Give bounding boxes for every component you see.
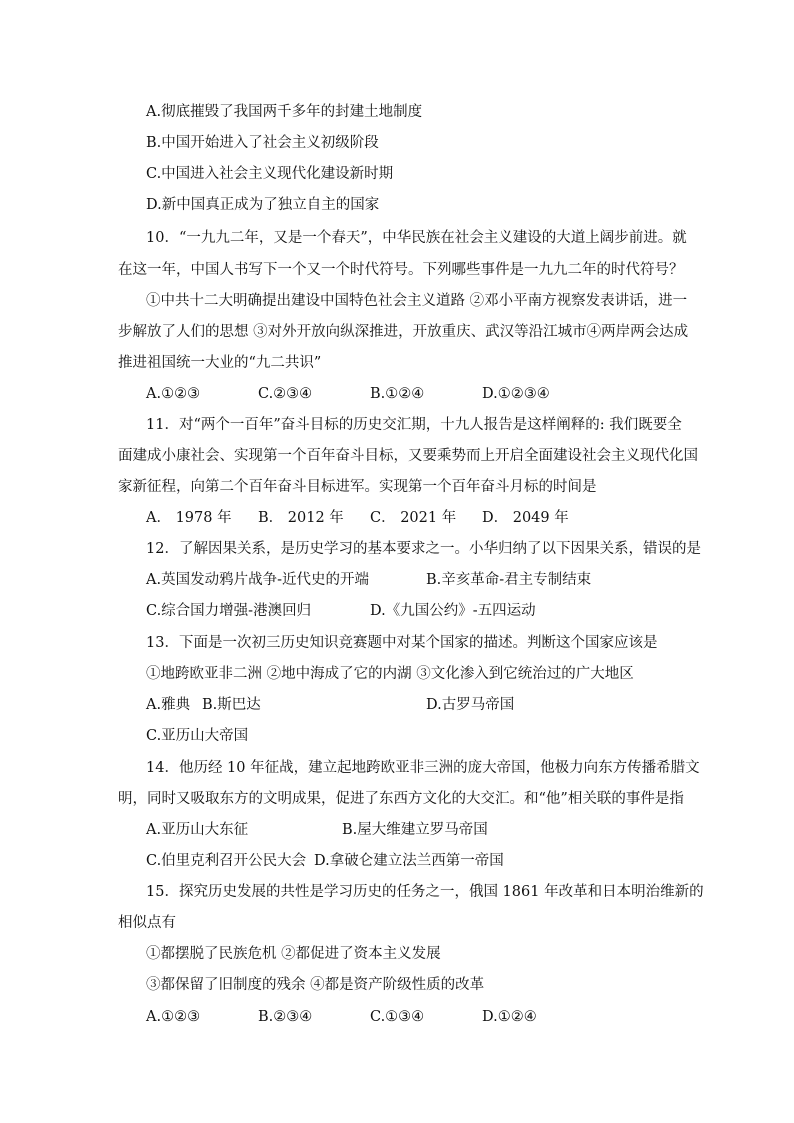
q13-option-b: B.斯巴达: [202, 697, 261, 713]
q13-option-a: A.雅典: [146, 697, 191, 713]
q13-option-c: C.亚历山大帝国: [146, 728, 249, 744]
q12-option-b: B.辛亥革命-君主专制结束: [426, 572, 592, 588]
q14-stem-line-2: 明，同时又吸取东方的文明成果，促进了东西方文化的大交汇。和“他”相关联的事件是指: [118, 791, 684, 807]
q14-option-a: A.亚历山大东征: [146, 822, 249, 838]
q10-option-c: C.②③④: [258, 386, 313, 402]
q9-option-a: A.彻底摧毁了我国两千多年的封建土地制度: [146, 104, 423, 120]
q10-stem-line-2: 在这一年，中国人书写下一个又一个时代符号。下列哪些事件是一九九二年的时代符号？: [118, 262, 684, 278]
q9-option-b: B.中国开始进入了社会主义初级阶段: [146, 135, 379, 151]
q9-option-d: D.新中国真正成为了独立自主的国家: [146, 197, 380, 213]
q12-option-a: A.英国发动鸦片战争-近代史的开端: [146, 572, 369, 588]
q11-stem-line-1: 11．对“两个一百年”奋斗目标的历史交汇期，十九人报告是这样阐释的: 我们既要全: [146, 417, 682, 433]
q15-option-d: D.①②④: [482, 1009, 537, 1025]
q14-option-c: C.伯里克利召开公民大会: [146, 853, 307, 869]
q15-option-c: C.①③④: [370, 1009, 425, 1025]
q15-stem-line-2: 相似点有: [118, 915, 176, 931]
q10-statement-line-2: 步解放了人们的思想 ③对外开放向纵深推进，开放重庆、武汉等沿江城市④两岸两会达成: [118, 324, 689, 340]
q15-statement-line-1: ①都摆脱了民族危机 ②都促进了资本主义发展: [146, 946, 441, 962]
q11-option-b: B． 2012 年: [258, 510, 344, 526]
q15-option-b: B.②③④: [258, 1009, 313, 1025]
q11-stem-line-2: 面建成小康社会、实现第一个百年奋斗目标，又要乘势而上开启全面建设社会主义现代化国: [118, 448, 698, 464]
q15-stem-line-1: 15．探究历史发展的共性是学习历史的任务之一，俄国 1861 年改革和日本明治维新的: [146, 884, 704, 900]
q12-option-d: D.《九国公约》-五四运动: [370, 603, 536, 619]
q15-option-a: A.①②③: [146, 1009, 201, 1025]
q14-stem-line-1: 14．他历经 10 年征战，建立起地跨欧亚非三洲的庞大帝国，他极力向东方传播希腊文: [146, 760, 700, 776]
q10-option-b: B.①②④: [370, 386, 425, 402]
q12-stem: 12．了解因果关系，是历史学习的基本要求之一。小华归纳了以下因果关系，错误的是: [146, 541, 701, 557]
q11-stem-line-3: 家新征程，向第二个百年奋斗目标进军。实现第一个百年奋斗月标的时间是: [118, 479, 597, 495]
q9-option-c: C.中国进入社会主义现代化建设新时期: [146, 166, 394, 182]
q15-statement-line-2: ③都保留了旧制度的残余 ④都是资产阶级性质的改革: [146, 977, 485, 993]
q13-option-d: D.古罗马帝国: [426, 697, 515, 713]
q12-option-c: C.综合国力增强-港澳回归: [146, 603, 312, 619]
q11-option-d: D． 2049 年: [482, 510, 569, 526]
q14-option-d: D.拿破仑建立法兰西第一帝国: [314, 853, 504, 869]
q10-stem-line-1: 10．“一九九二年，又是一个春天”，中华民族在社会主义建设的大道上阔步前进。就: [146, 230, 687, 246]
q14-option-b: B.屋大维建立罗马帝国: [342, 822, 488, 838]
q13-statement: ①地跨欧亚非二洲 ②地中海成了它的内湖 ③文化渗入到它统治过的广大地区: [146, 666, 634, 682]
q10-option-a: A.①②③: [146, 386, 201, 402]
q11-option-c: C． 2021 年: [370, 510, 457, 526]
q11-option-a: A． 1978 年: [146, 510, 232, 526]
q10-statement-line-1: ①中共十二大明确提出建设中国特色社会主义道路 ②邓小平南方视察发表讲话，进一: [146, 293, 688, 309]
q10-statement-line-3: 推进祖国统一大业的“九二共识”: [118, 355, 322, 371]
q13-stem: 13．下面是一次初三历史知识竞赛题中对某个国家的描述。判断这个国家应该是: [146, 635, 658, 651]
q10-option-d: D.①②③④: [482, 386, 550, 402]
